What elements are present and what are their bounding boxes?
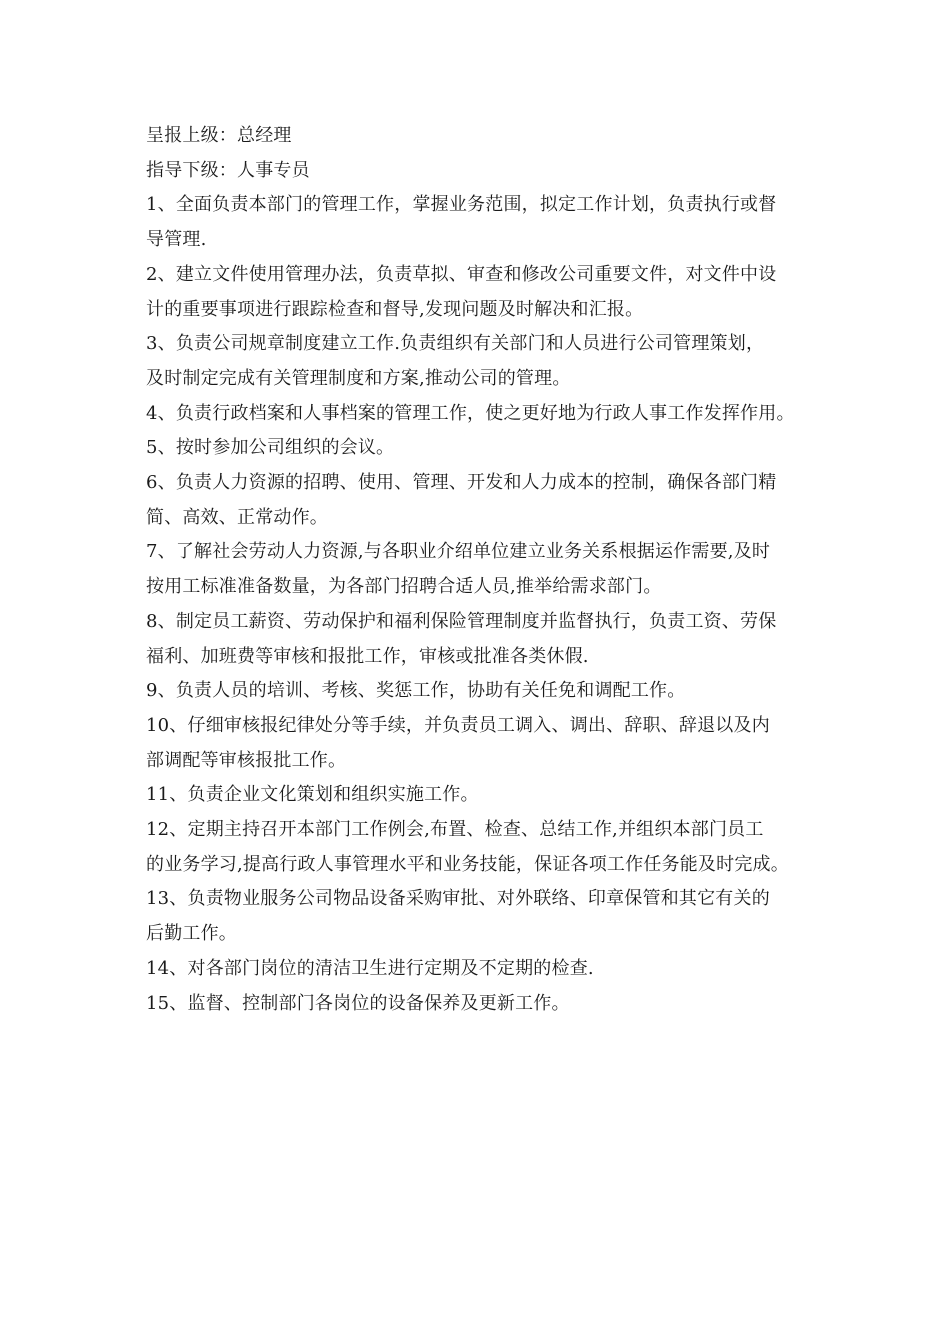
duty-line: 7、了解社会劳动人力资源,与各职业介绍单位建立业务关系根据运作需要,及时: [146, 541, 771, 563]
duty-line: 9、负责人员的培训、考核、奖惩工作，协助有关任免和调配工作。: [146, 680, 686, 702]
duty-line: 及时制定完成有关管理制度和方案,推动公司的管理。: [146, 367, 571, 389]
duty-line: 4、负责行政档案和人事档案的管理工作，使之更好地为行政人事工作发挥作用。: [146, 402, 795, 424]
duty-line: 15、监督、控制部门各岗位的设备保养及更新工作。: [146, 992, 570, 1014]
duty-line: 部调配等审核报批工作。: [146, 749, 347, 771]
duty-line: 按用工标准准备数量，为各部门招聘合适人员,推举给需求部门。: [146, 576, 662, 598]
document-page: [146, 119, 836, 1021]
duty-line: 14、对各部门岗位的清洁卫生进行定期及不定期的检查.: [146, 957, 594, 979]
supervises-line: 指导下级：人事专员: [146, 159, 310, 181]
duty-line: 13、负责物业服务公司物品设备采购审批、对外联络、印章保管和其它有关的: [146, 888, 770, 910]
duty-line: 3、负责公司规章制度建立工作.负责组织有关部门和人员进行公司管理策划，: [146, 333, 765, 355]
duty-line: 简、高效、正常动作。: [146, 506, 328, 528]
reports-to-line: 呈报上级：总经理: [146, 125, 292, 146]
duties-list: [146, 188, 836, 1021]
duty-line: 的业务学习,提高行政人事管理水平和业务技能，保证各项工作任务能及时完成。: [146, 853, 789, 875]
duty-line: 后勤工作。: [146, 923, 237, 945]
duty-line: 11、负责企业文化策划和组织实施工作。: [146, 784, 479, 806]
duty-line: 导管理.: [146, 229, 207, 251]
duty-line: 2、建立文件使用管理办法，负责草拟、审查和修改公司重要文件，对文件中设: [146, 263, 777, 285]
duty-line: 计的重要事项进行跟踪检查和督导,发现问题及时解决和汇报。: [146, 298, 644, 320]
duty-line: 12、定期主持召开本部门工作例会,布置、检查、总结工作,并组织本部门员工: [146, 819, 764, 841]
duty-line: 福利、加班费等审核和报批工作，审核或批准各类休假.: [146, 645, 589, 667]
duty-line: 8、制定员工薪资、劳动保护和福利保险管理制度并监督执行，负责工资、劳保: [146, 610, 777, 632]
duty-line: 1、全面负责本部门的管理工作，掌握业务范围，拟定工作计划，负责执行或督: [146, 194, 777, 216]
duty-line: 6、负责人力资源的招聘、使用、管理、开发和人力成本的控制，确保各部门精: [146, 472, 777, 494]
duty-line: 10、仔细审核报纪律处分等手续，并负责员工调入、调出、辞职、辞退以及内: [146, 714, 770, 736]
duty-line: 5、按时参加公司组织的会议。: [146, 437, 395, 459]
